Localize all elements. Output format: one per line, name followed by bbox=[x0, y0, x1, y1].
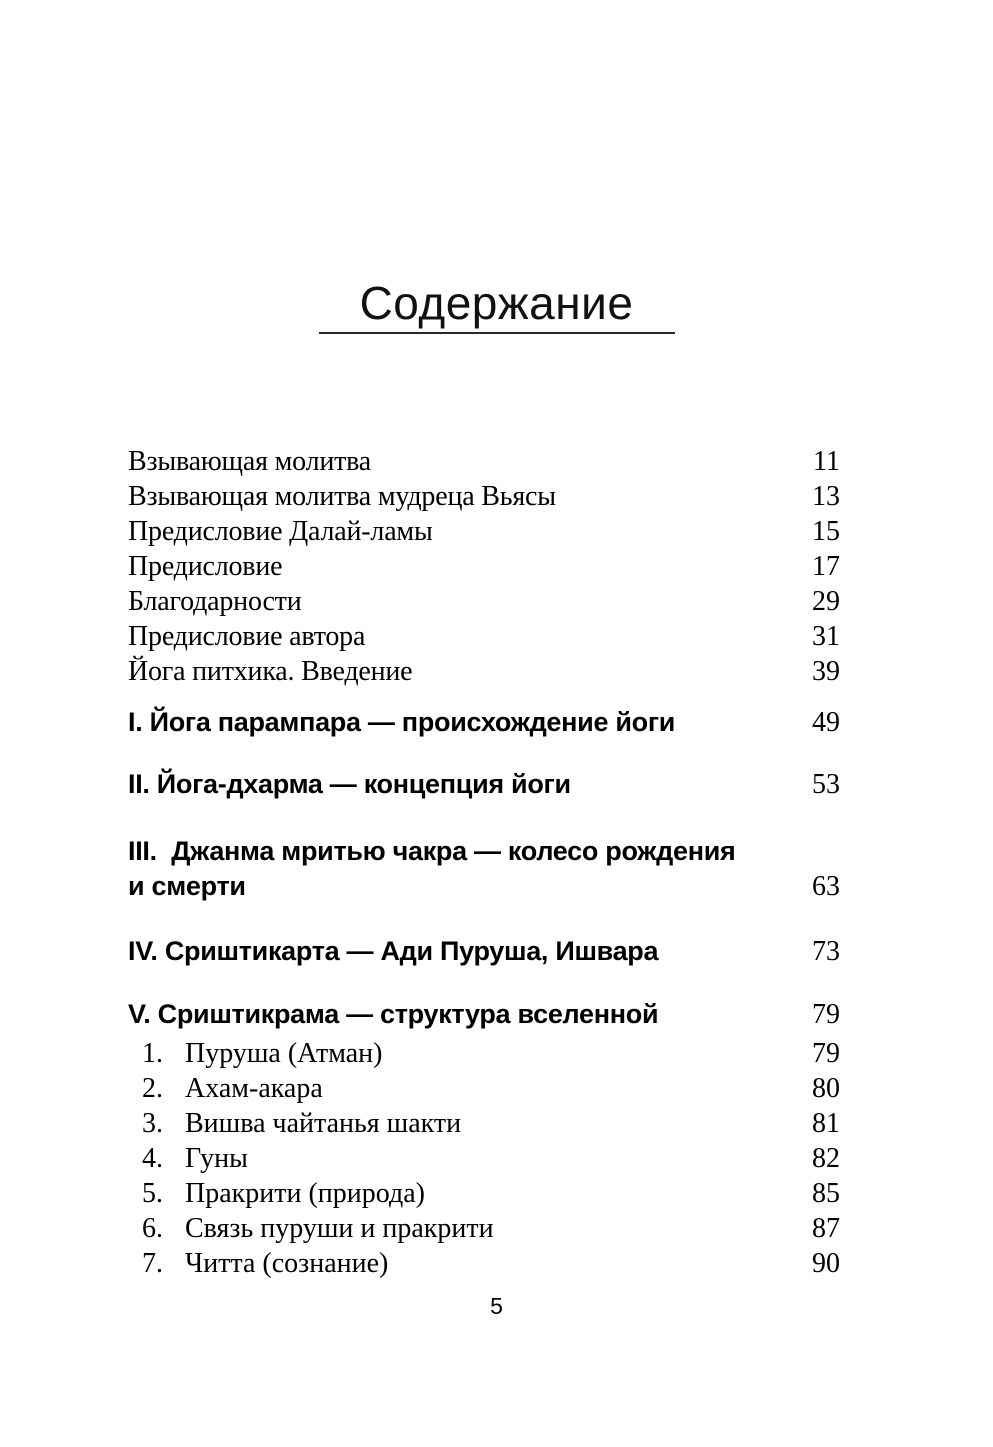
chapters-section bbox=[128, 705, 840, 1281]
toc-entry-page: 13 bbox=[812, 481, 840, 512]
toc-entry bbox=[128, 654, 840, 689]
subsection-entry bbox=[142, 1071, 840, 1106]
toc-entry-page: 29 bbox=[812, 586, 840, 617]
subsection-label: Ахам-акара bbox=[185, 1073, 323, 1104]
toc-entry bbox=[128, 444, 840, 479]
subsection-page: 90 bbox=[812, 1248, 840, 1279]
chapter-entry bbox=[128, 934, 840, 969]
subsection-page: 80 bbox=[812, 1073, 840, 1104]
chapter-entry-page: 73 bbox=[812, 936, 840, 967]
subsection-number: 4. bbox=[142, 1143, 163, 1174]
subsection-number: 3. bbox=[142, 1108, 163, 1139]
subsection-page: 85 bbox=[812, 1178, 840, 1209]
subsection-number: 5. bbox=[142, 1178, 163, 1209]
subsection-label: Читта (сознание) bbox=[185, 1248, 389, 1279]
title-underline bbox=[319, 332, 675, 334]
page-title: Содержание bbox=[359, 277, 634, 329]
chapter-entry bbox=[128, 834, 840, 904]
subsection-entry bbox=[142, 1176, 840, 1211]
toc-entry-label: Взывающая молитва bbox=[128, 446, 372, 477]
toc-entry bbox=[128, 619, 840, 654]
chapter-entry-page: 49 bbox=[812, 707, 840, 738]
chapter-entry-label: V. Сриштикрама — структура вселенной bbox=[128, 999, 659, 1029]
toc-entry bbox=[128, 479, 840, 514]
subsection-page: 87 bbox=[812, 1213, 840, 1244]
toc-entry bbox=[128, 584, 840, 619]
chapter-entry bbox=[128, 705, 840, 740]
subsection-number: 7. bbox=[142, 1248, 163, 1279]
toc-entry-label: Предисловие автора bbox=[128, 621, 366, 652]
toc-entry-page: 17 bbox=[812, 551, 840, 582]
subsection-label: Вишва чайтанья шакти bbox=[185, 1108, 462, 1139]
subsection-label: Пракрити (природа) bbox=[185, 1178, 425, 1209]
chapter-entry-page: 53 bbox=[812, 769, 840, 800]
toc-entry-label: Предисловие Далай-ламы bbox=[128, 516, 433, 547]
chapter-entry-label bbox=[128, 834, 735, 904]
toc-entry-page: 15 bbox=[812, 516, 840, 547]
subsection-number: 6. bbox=[142, 1213, 163, 1244]
chapter-entry-page: 63 bbox=[812, 871, 840, 902]
subsections-list bbox=[142, 1036, 840, 1281]
subsection-label: Связь пуруши и пракрити bbox=[185, 1213, 494, 1244]
folio-page-number: 5 bbox=[490, 1293, 503, 1319]
subsection-entry bbox=[142, 1141, 840, 1176]
subsection-number: 2. bbox=[142, 1073, 163, 1104]
chapter-entry bbox=[128, 997, 840, 1032]
chapter-entry-page: 79 bbox=[812, 999, 840, 1030]
toc-entry-label: Предисловие bbox=[128, 551, 283, 582]
chapter-entry-label: IV. Сриштикарта — Ади Пуруша, Ишвара bbox=[128, 936, 659, 966]
subsection-entry bbox=[142, 1036, 840, 1071]
chapter-entry-label-line1: III. Джанма мритью чакра — колесо рождения bbox=[128, 836, 736, 866]
table-of-contents bbox=[128, 444, 840, 1281]
toc-entry-page: 31 bbox=[812, 621, 840, 652]
subsection-page: 81 bbox=[812, 1108, 840, 1139]
chapter-entry-label: II. Йога-дхарма — концепция йоги bbox=[128, 769, 571, 799]
subsection-entry bbox=[142, 1211, 840, 1246]
subsection-entry bbox=[142, 1246, 840, 1281]
toc-entry bbox=[128, 514, 840, 549]
toc-entry-label: Йога питхика. Введение bbox=[128, 656, 413, 687]
chapter-entry-label-line2: и смерти bbox=[128, 871, 246, 901]
chapter-entry bbox=[128, 767, 840, 802]
toc-entry-page: 39 bbox=[812, 656, 840, 687]
toc-entry-label: Благодарности bbox=[128, 586, 302, 617]
toc-entry bbox=[128, 549, 840, 584]
chapter-entry-label: I. Йога парампара — происхождение йоги bbox=[128, 707, 676, 737]
subsection-page: 82 bbox=[812, 1143, 840, 1174]
subsection-page: 79 bbox=[812, 1038, 840, 1069]
front-matter-section bbox=[128, 444, 840, 689]
subsection-label: Пуруша (Атман) bbox=[185, 1038, 383, 1069]
subsection-number: 1. bbox=[142, 1038, 163, 1069]
subsection-label: Гуны bbox=[185, 1143, 248, 1174]
subsection-entry bbox=[142, 1106, 840, 1141]
toc-entry-page: 11 bbox=[813, 446, 840, 477]
toc-entry-label: Взывающая молитва мудреца Вьясы bbox=[128, 481, 556, 512]
